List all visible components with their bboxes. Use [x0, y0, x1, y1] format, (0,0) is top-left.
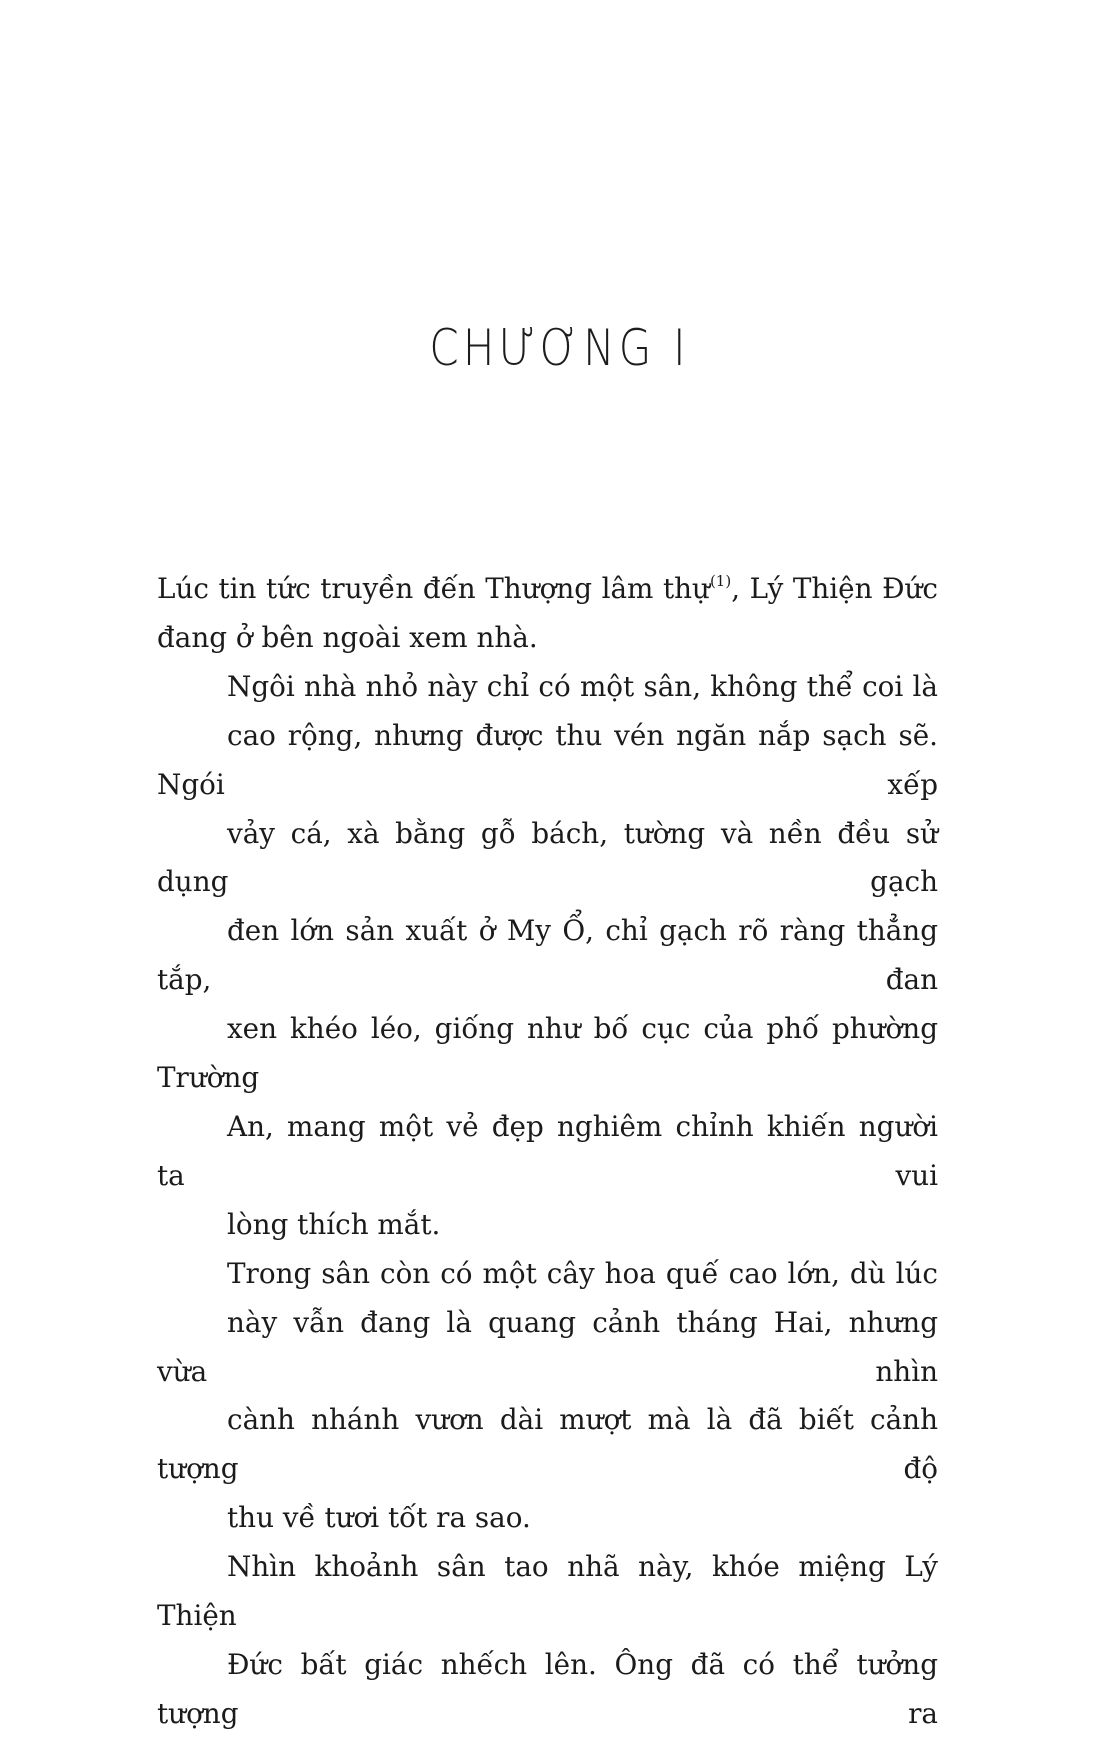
paragraph-4 [157, 1543, 938, 1739]
text-line: Trong sân còn có một cây hoa quế cao lớn, dù lúc [227, 1256, 938, 1290]
text-line: vảy cá, xà bằng gỗ bách, tường và nền đều sử dụng gạch [157, 816, 938, 899]
text-line: Nhìn khoảnh sân tao nhã này, khóe miệng Lý Thiện [157, 1550, 938, 1633]
text-line: xen khéo léo, giống như bố cục của phố phường Trường [157, 1012, 938, 1095]
paragraph-1 [157, 565, 938, 663]
paragraph-2 [157, 663, 938, 1250]
text-line: này vẫn đang là quang cảnh tháng Hai, nhưng vừa nhìn [157, 1305, 938, 1388]
chapter-body [157, 565, 938, 1739]
text-line: cao rộng, nhưng được thu vén ngăn nắp sạch sẽ. Ngói xếp [157, 718, 938, 801]
text-line: thu về tươi tốt ra sao. [227, 1501, 531, 1535]
text-segment: , Lý Thiện Đức [731, 572, 939, 605]
text-line: An, mang một vẻ đẹp nghiêm chỉnh khiến người ta vui [157, 1109, 938, 1192]
text-line: đang ở bên ngoài xem nhà. [157, 620, 538, 654]
text-line: đen lớn sản xuất ở My Ổ, chỉ gạch rõ ràng thẳng tắp, đan [157, 914, 938, 997]
chapter-title: CHƯƠNG I [429, 319, 690, 377]
text-line: lòng thích mắt. [227, 1207, 441, 1241]
text-segment: Lúc tin tức truyền đến Thượng lâm thự [157, 572, 710, 605]
text-line: cành nhánh vươn dài mượt mà là đã biết cảnh tượng độ [157, 1403, 938, 1486]
text-line: Ngôi nhà nhỏ này chỉ có một sân, không thể coi là [227, 669, 938, 703]
text-line [157, 565, 938, 614]
paragraph-3 [157, 1250, 938, 1543]
footnote-marker[interactable]: (1) [709, 572, 732, 590]
text-line: Đức bất giác nhếch lên. Ông đã có thể tưởng tượng ra [157, 1647, 938, 1730]
